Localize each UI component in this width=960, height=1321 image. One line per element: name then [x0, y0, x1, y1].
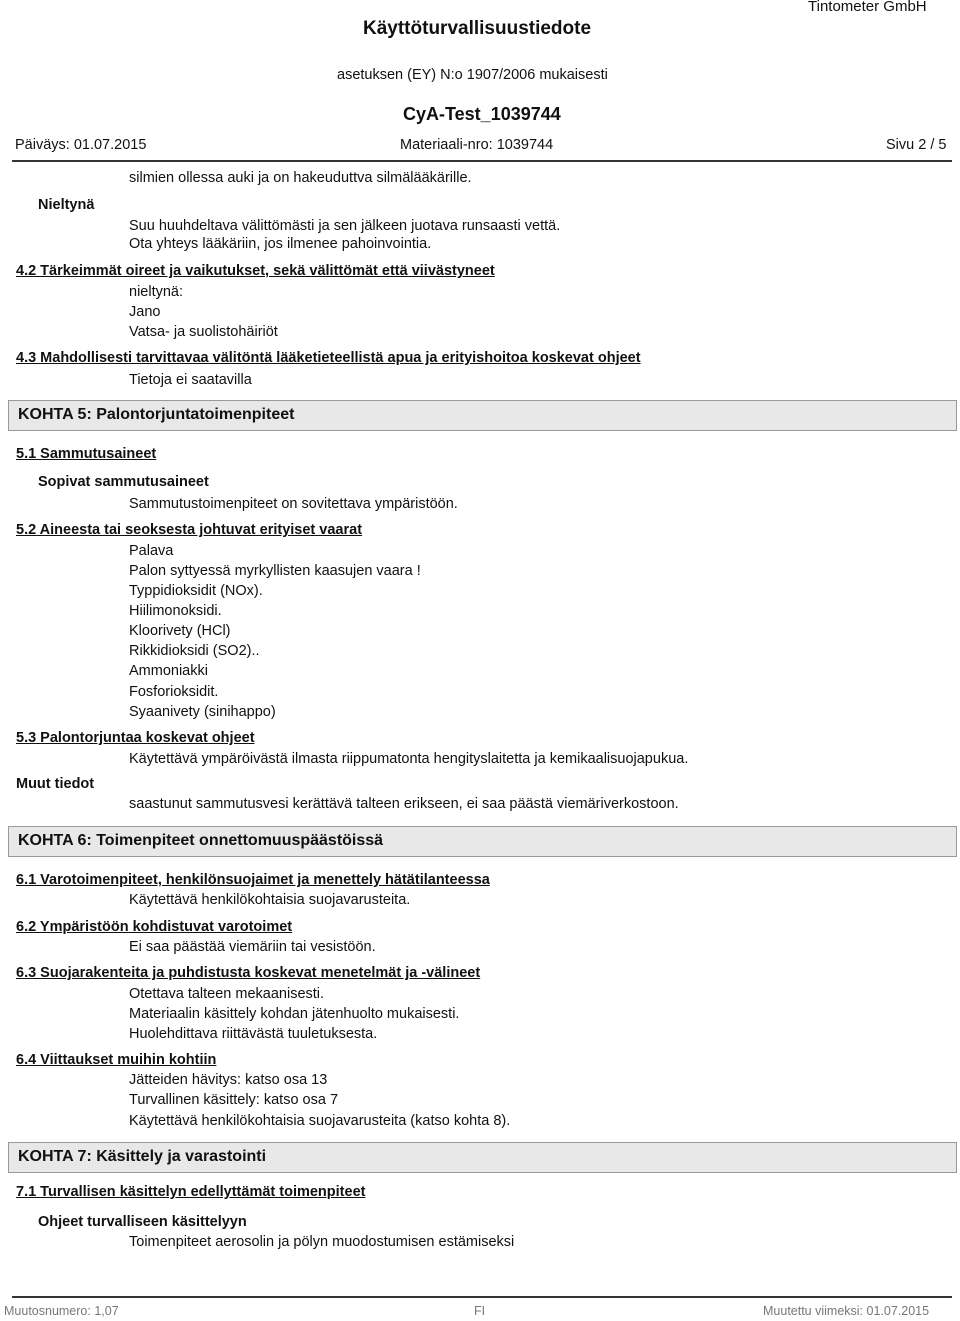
- other-info-text: saastunut sammutusvesi kerättävä talteen erikseen, ei saa päästä viemäriverkostoon.: [129, 796, 679, 812]
- hazard-line: Syaanivety (sinihappo): [129, 704, 276, 720]
- symptom-line: Jano: [129, 304, 161, 320]
- print-date: Päiväys: 01.07.2015: [15, 137, 147, 153]
- treatment-line: Tietoja ei saatavilla: [129, 372, 252, 388]
- hazard-line: Palon syttyessä myrkyllisten kaasujen vaara !: [129, 563, 421, 579]
- language-code: FI: [474, 1304, 486, 1318]
- suitable-media-text: Sammutustoimenpiteet on sovitettava ympäristöön.: [129, 496, 458, 512]
- cleanup-line: Materiaalin käsittely kohdan jätenhuolto mukaisesti.: [129, 1006, 460, 1022]
- hazard-line: Ammoniakki: [129, 663, 208, 679]
- section-6-heading-text: KOHTA 6: Toimenpiteet onnettomuuspäästöissä: [18, 832, 384, 849]
- subsection-6-3-title: 6.3 Suojarakenteita ja puhdistusta koskevat menetelmät ja -välineet: [16, 965, 481, 981]
- precaution-line: Käytettävä henkilökohtaisia suojavarusteita.: [129, 892, 411, 908]
- section-5-heading: [8, 400, 957, 431]
- subsection-6-1-title: 6.1 Varotoimenpiteet, henkilönsuojaimet ja menettely hätätilanteessa: [16, 872, 490, 888]
- handling-advice-label: Ohjeet turvalliseen käsittelyyn: [38, 1214, 247, 1230]
- revision-number: Muutosnumero: 1,07: [4, 1304, 119, 1318]
- last-modified: Muutettu viimeksi: 01.07.2015: [763, 1304, 930, 1318]
- subsection-5-1-title: 5.1 Sammutusaineet: [16, 446, 157, 462]
- hazard-line: Hiilimonoksidi.: [129, 603, 222, 619]
- suitable-media-label: Sopivat sammutusaineet: [38, 474, 209, 490]
- ingestion-line: Suu huuhdeltava välittömästi ja sen jälkeen juotava runsaasti vettä.: [129, 218, 561, 234]
- symptom-line: nieltynä:: [129, 284, 184, 300]
- environment-line: Ei saa päästää viemäriin tai vesistöön.: [129, 939, 376, 955]
- ingestion-label: Nieltynä: [38, 197, 95, 213]
- reference-line: Käytettävä henkilökohtaisia suojavarusteita (katso kohta 8).: [129, 1113, 511, 1129]
- footer-divider: [12, 1296, 952, 1298]
- document-title: Käyttöturvallisuustiedote: [363, 18, 592, 39]
- section-7-heading-text: KOHTA 7: Käsittely ja varastointi: [18, 1148, 267, 1165]
- hazard-line: Palava: [129, 543, 174, 559]
- ingestion-line: Ota yhteys lääkäriin, jos ilmenee pahoinvointia.: [129, 236, 432, 252]
- subsection-7-1-title: 7.1 Turvallisen käsittelyn edellyttämät toimenpiteet: [16, 1184, 366, 1200]
- symptom-line: Vatsa- ja suolistohäiriöt: [129, 324, 278, 340]
- product-name: CyA-Test_1039744: [403, 104, 561, 124]
- subsection-5-2-title: 5.2 Aineesta tai seoksesta johtuvat erityiset vaarat: [16, 522, 363, 538]
- hazard-line: Typpidioksidit (NOx).: [129, 583, 263, 599]
- page-number: Sivu 2 / 5: [886, 137, 947, 153]
- section-6-heading: [8, 826, 957, 857]
- hazard-line: Rikkidioksidi (SO2)..: [129, 643, 260, 659]
- cleanup-line: Otettava talteen mekaanisesti.: [129, 986, 325, 1002]
- firefighting-advice: Käytettävä ympäröivästä ilmasta riippumatonta hengityslaitetta ja kemikaalisuojapukua.: [129, 751, 689, 767]
- material-number: Materiaali-nro: 1039744: [400, 137, 554, 153]
- subsection-4-2-title: 4.2 Tärkeimmät oireet ja vaikutukset, sekä välittömät että viivästyneet: [16, 263, 495, 279]
- section-7-heading: [8, 1142, 957, 1173]
- hazard-line: Fosforioksidit.: [129, 684, 219, 700]
- eye-contact-continuation: silmien ollessa auki ja on hakeuduttva silmälääkärille.: [129, 170, 472, 186]
- reference-line: Jätteiden hävitys: katso osa 13: [129, 1072, 328, 1088]
- regulation-reference: asetuksen (EY) N:o 1907/2006 mukaisesti: [337, 67, 608, 83]
- company-name: Tintometer GmbH: [808, 0, 927, 15]
- handling-advice-text: Toimenpiteet aerosolin ja pölyn muodostumisen estämiseksi: [129, 1234, 515, 1250]
- subsection-4-3-title: 4.3 Mahdollisesti tarvittavaa välitöntä lääketieteellistä apua ja erityishoitoa koskevat ohjeet: [16, 350, 641, 366]
- subsection-6-2-title: 6.2 Ympäristöön kohdistuvat varotoimet: [16, 919, 293, 935]
- subsection-5-3-title: 5.3 Palontorjuntaa koskevat ohjeet: [16, 730, 255, 746]
- subsection-6-4-title: 6.4 Viittaukset muihin kohtiin: [16, 1052, 217, 1068]
- hazard-line: Kloorivety (HCl): [129, 623, 231, 639]
- reference-line: Turvallinen käsittely: katso osa 7: [129, 1092, 339, 1108]
- cleanup-line: Huolehdittava riittävästä tuuletuksesta.: [129, 1026, 378, 1042]
- other-info-label: Muut tiedot: [16, 776, 95, 792]
- header-divider: [12, 160, 952, 162]
- section-5-heading-text: KOHTA 5: Palontorjuntatoimenpiteet: [18, 406, 295, 423]
